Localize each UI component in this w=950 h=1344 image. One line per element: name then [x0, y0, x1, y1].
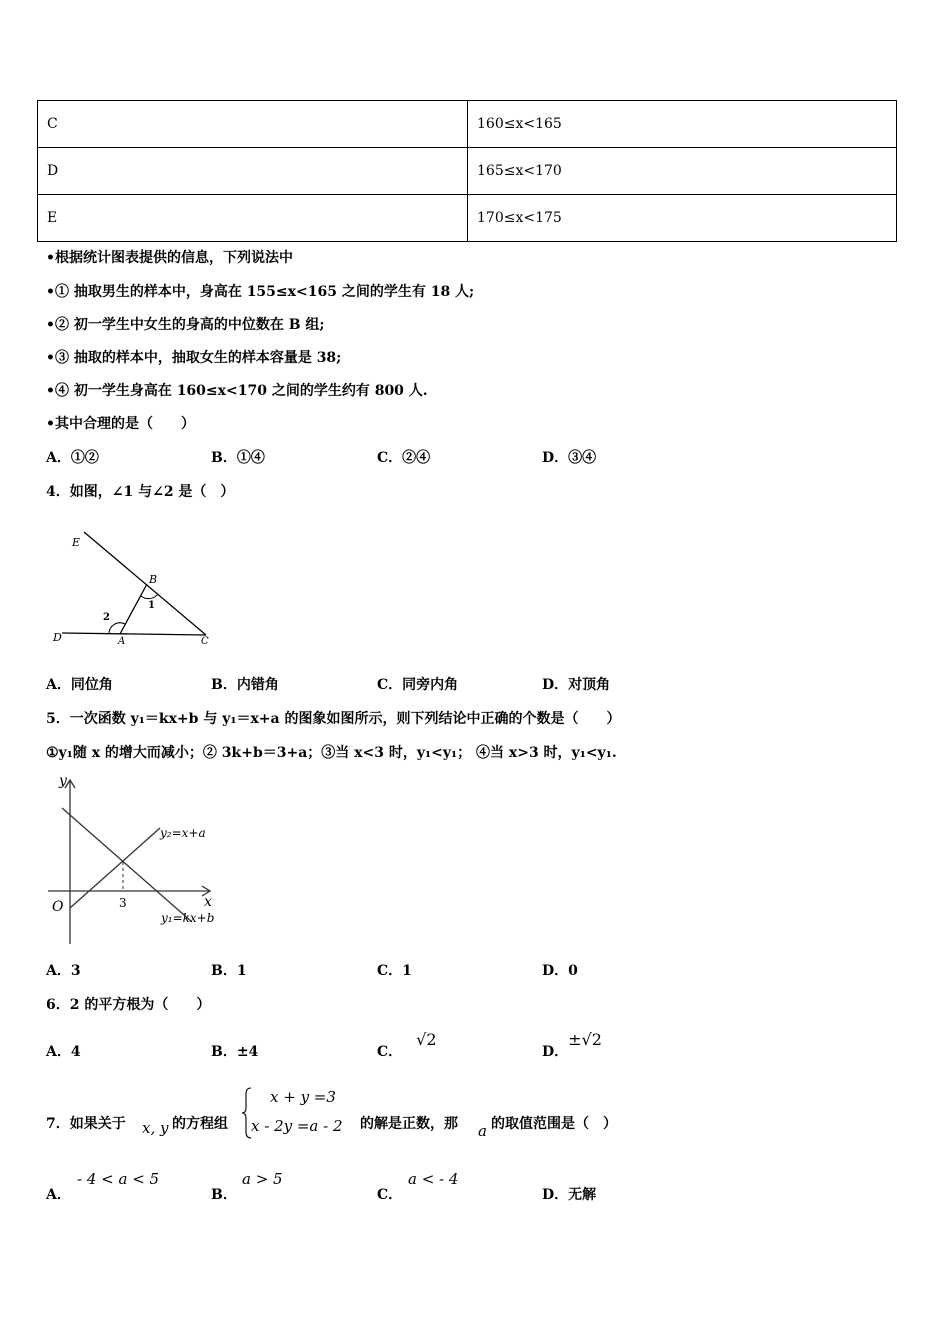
- q7-option-c[interactable]: C．: [377, 1187, 403, 1203]
- linear-function-graph: [40, 770, 230, 950]
- table-row: [38, 195, 897, 242]
- label-d: D: [53, 631, 62, 644]
- q7-param: a: [478, 1122, 487, 1140]
- q3-intro: •根据统计图表提供的信息，下列说法中: [46, 250, 293, 266]
- q4-option-b[interactable]: B．内错角: [211, 677, 279, 693]
- q3-statement-3: •③ 抽取的样本中，抽取女生的样本容量是 38;: [46, 350, 342, 366]
- q6-option-d[interactable]: D．±√2: [542, 1030, 602, 1060]
- q7-option-d[interactable]: D．无解: [542, 1187, 597, 1203]
- q3-statement-1: •① 抽取男生的样本中，身高在 155≤x<165 之间的学生有 18 人;: [46, 284, 475, 300]
- origin-label: O: [52, 899, 64, 915]
- q7-stem-mid: 的方程组: [172, 1116, 228, 1132]
- q7-option-c-value: a < - 4: [408, 1170, 459, 1188]
- group-cell: D: [38, 148, 468, 195]
- label-angle-1: 1: [148, 600, 155, 611]
- tick-label: 3: [119, 896, 127, 910]
- line1-label: y₁=kx+b: [161, 911, 215, 925]
- angle-figure: [40, 520, 230, 655]
- y-axis-label: y: [59, 773, 67, 789]
- q4-option-c[interactable]: C．同旁内角: [377, 677, 459, 693]
- q3-option-a[interactable]: A．①②: [46, 450, 99, 466]
- height-group-table: [37, 100, 897, 242]
- q4-stem: 4．如图，∠1 与∠2 是（ ）: [46, 484, 235, 500]
- q7-stem-end: 的取值范围是（ ）: [491, 1116, 617, 1132]
- q3-option-c[interactable]: C．②④: [377, 450, 431, 466]
- q3-option-d[interactable]: D．③④: [542, 450, 597, 466]
- label-a: A: [118, 636, 126, 647]
- q4-option-d[interactable]: D．对顶角: [542, 677, 611, 693]
- range-cell: 165≤x<170: [468, 148, 897, 195]
- label-e: E: [72, 536, 81, 549]
- label-angle-2: 2: [103, 612, 110, 623]
- q7-option-b[interactable]: B．: [211, 1187, 237, 1203]
- q7-stem-before: 7．如果关于: [46, 1116, 126, 1132]
- line2-label: y₂=x+a: [160, 826, 206, 840]
- q7-stem-after: 的解是正数，那: [360, 1116, 458, 1132]
- q7-option-a-value: - 4 < a < 5: [77, 1170, 160, 1188]
- q4-option-a[interactable]: A．同位角: [46, 677, 113, 693]
- q3-statement-2: •② 初一学生中女生的身高的中位数在 B 组;: [46, 317, 325, 333]
- label-b: B: [149, 573, 158, 586]
- q5-option-c[interactable]: C．1: [377, 963, 412, 979]
- range-cell: 160≤x<165: [468, 101, 897, 148]
- q6-stem: 6．2 的平方根为（ ）: [46, 997, 211, 1013]
- q3-question: •其中合理的是（ ）: [46, 416, 195, 432]
- q5-stem: 5．一次函数 y₁＝kx+b 与 y₁＝x+a 的图象如图所示，则下列结论中正确的个数是（ ）: [46, 711, 621, 727]
- q3-option-b[interactable]: B．①④: [211, 450, 265, 466]
- q6-option-a[interactable]: A．4: [46, 1044, 81, 1060]
- q7-vars: x, y: [142, 1119, 169, 1137]
- q7-equation-1: x + y =3: [270, 1088, 336, 1106]
- q5-conditions: ①y₁随 x 的增大而减小；② 3k+b＝3+a；③当 x<3 时，y₁<y₁； ④当 x>3 时，y₁<y₁.: [46, 745, 617, 761]
- table-row: [38, 101, 897, 148]
- q7-option-a[interactable]: A．: [46, 1187, 71, 1203]
- q6-option-c[interactable]: C．√2: [377, 1030, 437, 1060]
- label-c: C: [201, 636, 209, 647]
- x-axis-label: x: [204, 894, 212, 910]
- q5-option-d[interactable]: D．0: [542, 963, 578, 979]
- q5-option-b[interactable]: B．1: [211, 963, 247, 979]
- group-cell: C: [38, 101, 468, 148]
- q7-option-b-value: a > 5: [242, 1170, 283, 1188]
- q6-option-b[interactable]: B．±4: [211, 1044, 259, 1060]
- range-cell: 170≤x<175: [468, 195, 897, 242]
- table-row: [38, 148, 897, 195]
- group-cell: E: [38, 195, 468, 242]
- q3-statement-4: •④ 初一学生身高在 160≤x<170 之间的学生约有 800 人.: [46, 383, 428, 399]
- q7-equation-2: x - 2y =a - 2: [251, 1117, 343, 1135]
- q5-option-a[interactable]: A．3: [46, 963, 81, 979]
